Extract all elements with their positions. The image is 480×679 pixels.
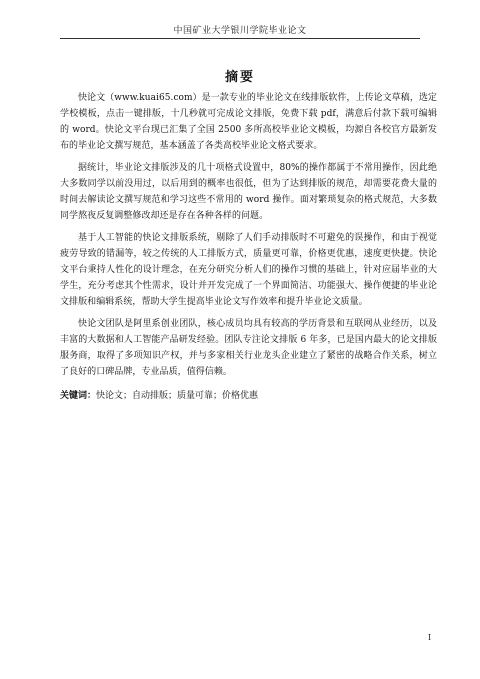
abstract-paragraph: 据统计，毕业论文排版涉及的几十项格式设置中，80%的操作都属于不常用操作，因此绝大多数同学以前没用过，以后用到的概率也很低，但为了达到排版的规范，却需要花费大量的时间去解读论文撰写规范和学习这些不常用的 word 操作。面对繁琐复杂的格式规范，大多数同学熬夜反复调整修改却还是存在各种各样的问题。 (60, 163, 437, 221)
keywords-label: 关键词： (60, 391, 97, 401)
header-rule (60, 38, 420, 39)
abstract-body (60, 90, 437, 404)
abstract-paragraph: 基于人工智能的快论文排版系统，剔除了人们手动排版时不可避免的误操作，和由于视觉疲劳导致的错漏等，较之传统的人工排版方式，质量更可靠，价格更优惠，速度更快捷。快论文平台秉持人性化的设计理念，在充分研究分析人们的操作习惯的基础上，针对应届毕业的大学生，充分考虑其个性需求，设计并开发完成了一个界面简洁、功能强大、操作便捷的毕业论文排版和编辑系统，帮助大学生提高毕业论文写作效率和提升毕业论文质量。 (60, 233, 437, 307)
keywords-values: 快论文；自动排版；质量可靠；价格优惠 (96, 391, 259, 401)
abstract-title: 摘要 (224, 70, 255, 85)
abstract-paragraph: 快论文（www.kuai65.com）是一款专业的毕业论文在线排版软件，上传论文草稿，选定学校模板，点击一键排版，十几秒就可完成论文排版，免费下载 pdf，满意后付款下载可编辑的 word。快论文平台现已汇集了全国 2500 多所高校毕业论文模板，均源自各校官方最新发布的毕业论文撰写规范，基本涵盖了各类高校毕业论文格式要求。 (60, 93, 437, 151)
page-number: I (428, 633, 432, 642)
keywords-line (60, 388, 437, 404)
running-header: 中国矿业大学银川学院毕业论文 (173, 26, 307, 36)
abstract-paragraph: 快论文团队是阿里系创业团队，核心成员均具有较高的学历背景和互联网从业经历，以及丰富的大数据和人工智能产品研发经验。团队专注论文排版 6 年多，已是国内最大的论文排版服务商，取得了多项知识产权，并与多家相关行业龙头企业建立了紧密的战略合作关系，树立了良好的口碑品牌，专业品质，值得信赖。 (60, 319, 437, 377)
